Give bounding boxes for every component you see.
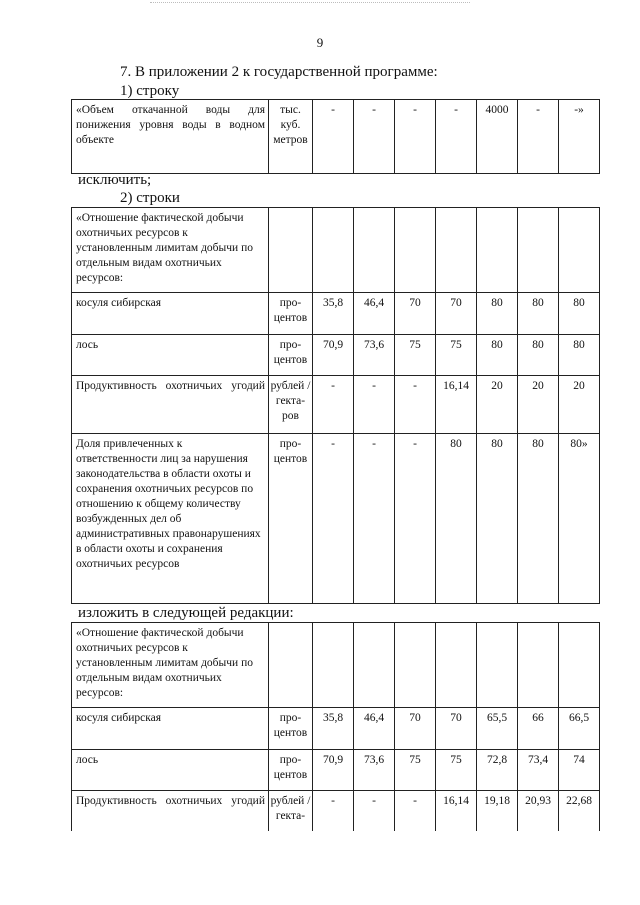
value-cell: 80 bbox=[477, 434, 518, 604]
row-name: «Объем откачанной воды для понижения уровня воды в водном объекте bbox=[72, 100, 269, 174]
value-cell: 4000 bbox=[477, 100, 518, 174]
table-row bbox=[72, 750, 600, 791]
value-cell: 70,9 bbox=[313, 750, 354, 791]
replace-text: изложить в следующей редакции: bbox=[78, 605, 294, 621]
row-unit: про-центов bbox=[269, 335, 313, 376]
value-cell: - bbox=[313, 791, 354, 831]
value-cell: - bbox=[313, 376, 354, 434]
value-cell: 73,4 bbox=[518, 750, 559, 791]
value-cell: -» bbox=[559, 100, 600, 174]
value-cell bbox=[395, 208, 436, 293]
value-cell bbox=[354, 623, 395, 708]
row-unit: про-центов bbox=[269, 293, 313, 335]
value-cell: - bbox=[354, 100, 395, 174]
row-name: косуля сибирская bbox=[72, 293, 269, 335]
value-cell: 80 bbox=[518, 293, 559, 335]
row-unit: тыс. куб. метров bbox=[269, 100, 313, 174]
value-cell bbox=[354, 208, 395, 293]
value-cell: 65,5 bbox=[477, 708, 518, 750]
table-new-rows bbox=[71, 622, 600, 831]
value-cell: 20 bbox=[559, 376, 600, 434]
value-cell: 22,68 bbox=[559, 791, 600, 831]
page-number: 9 bbox=[316, 35, 324, 50]
table-row bbox=[72, 708, 600, 750]
value-cell: 19,18 bbox=[477, 791, 518, 831]
row-unit bbox=[269, 208, 313, 293]
table-row bbox=[72, 434, 600, 604]
value-cell: 66,5 bbox=[559, 708, 600, 750]
row-unit: про-центов bbox=[269, 708, 313, 750]
value-cell: 70 bbox=[395, 708, 436, 750]
value-cell: - bbox=[354, 791, 395, 831]
value-cell: - bbox=[354, 376, 395, 434]
value-cell: 16,14 bbox=[436, 791, 477, 831]
value-cell: 75 bbox=[436, 335, 477, 376]
value-cell: 70 bbox=[436, 708, 477, 750]
row-name: Доля привлеченных к ответственности лиц за нарушения законодательства в области охоты и сохранения охотничьих ресурсов по отношению к общему количеству возбужденных дел об административных правонарушениях в области охоты и сохранения охотничьих ресурсов bbox=[72, 434, 269, 604]
value-cell: 70 bbox=[395, 293, 436, 335]
value-cell: 66 bbox=[518, 708, 559, 750]
value-cell: 80 bbox=[559, 293, 600, 335]
value-cell bbox=[559, 208, 600, 293]
value-cell: - bbox=[395, 434, 436, 604]
value-cell: 80 bbox=[518, 434, 559, 604]
row-name: Продуктивность охотничьих угодий bbox=[72, 376, 269, 434]
value-cell: 73,6 bbox=[354, 750, 395, 791]
table-row bbox=[72, 791, 600, 831]
row-name: косуля сибирская bbox=[72, 708, 269, 750]
row-unit bbox=[269, 623, 313, 708]
value-cell: 46,4 bbox=[354, 708, 395, 750]
row-name: «Отношение фактической добычи охотничьих ресурсов к установленным лимитам добычи по отдельным видам охотничьих ресурсов: bbox=[72, 623, 269, 708]
scan-artifact-line bbox=[150, 2, 470, 7]
row-name: лось bbox=[72, 335, 269, 376]
table-row bbox=[72, 208, 600, 293]
row-unit: про-центов bbox=[269, 750, 313, 791]
table-row bbox=[72, 335, 600, 376]
section-heading: 7. В приложении 2 к государственной программе: bbox=[120, 64, 438, 80]
value-cell: 80 bbox=[477, 293, 518, 335]
value-cell: - bbox=[395, 376, 436, 434]
value-cell: - bbox=[313, 434, 354, 604]
value-cell: 20,93 bbox=[518, 791, 559, 831]
value-cell: - bbox=[395, 100, 436, 174]
value-cell: 35,8 bbox=[313, 293, 354, 335]
value-cell: 75 bbox=[395, 335, 436, 376]
value-cell: 35,8 bbox=[313, 708, 354, 750]
value-cell: - bbox=[354, 434, 395, 604]
row-unit: про-центов bbox=[269, 434, 313, 604]
value-cell: 72,8 bbox=[477, 750, 518, 791]
value-cell: - bbox=[518, 100, 559, 174]
value-cell bbox=[477, 623, 518, 708]
value-cell bbox=[436, 208, 477, 293]
value-cell bbox=[518, 208, 559, 293]
value-cell: 74 bbox=[559, 750, 600, 791]
value-cell: 20 bbox=[477, 376, 518, 434]
value-cell: 80 bbox=[436, 434, 477, 604]
value-cell bbox=[436, 623, 477, 708]
value-cell: 70,9 bbox=[313, 335, 354, 376]
value-cell: 73,6 bbox=[354, 335, 395, 376]
value-cell: 80 bbox=[518, 335, 559, 376]
value-cell: 80 bbox=[477, 335, 518, 376]
value-cell bbox=[313, 623, 354, 708]
table-row bbox=[72, 376, 600, 434]
value-cell: - bbox=[395, 791, 436, 831]
value-cell bbox=[559, 623, 600, 708]
row-unit: рублей /гекта- bbox=[269, 791, 313, 831]
table-old-rows bbox=[71, 207, 600, 604]
value-cell: - bbox=[313, 100, 354, 174]
value-cell bbox=[477, 208, 518, 293]
value-cell: 46,4 bbox=[354, 293, 395, 335]
value-cell: 80 bbox=[559, 335, 600, 376]
exclude-text: исключить; bbox=[78, 172, 152, 188]
value-cell: - bbox=[436, 100, 477, 174]
table-removed-row bbox=[71, 99, 600, 174]
value-cell bbox=[313, 208, 354, 293]
subsection-1-label: 1) строку bbox=[120, 83, 180, 99]
value-cell: 16,14 bbox=[436, 376, 477, 434]
value-cell: 75 bbox=[395, 750, 436, 791]
table-row bbox=[72, 293, 600, 335]
row-unit: рублей /гекта-ров bbox=[269, 376, 313, 434]
row-name: «Отношение фактической добычи охотничьих ресурсов к установленным лимитам добычи по отдельным видам охотничьих ресурсов: bbox=[72, 208, 269, 293]
row-name: Продуктивность охотничьих угодий bbox=[72, 791, 269, 831]
value-cell: 20 bbox=[518, 376, 559, 434]
table-row bbox=[72, 100, 600, 174]
value-cell: 70 bbox=[436, 293, 477, 335]
value-cell: 75 bbox=[436, 750, 477, 791]
value-cell: 80» bbox=[559, 434, 600, 604]
subsection-2-label: 2) строки bbox=[120, 190, 180, 206]
table-row bbox=[72, 623, 600, 708]
value-cell bbox=[518, 623, 559, 708]
value-cell bbox=[395, 623, 436, 708]
row-name: лось bbox=[72, 750, 269, 791]
